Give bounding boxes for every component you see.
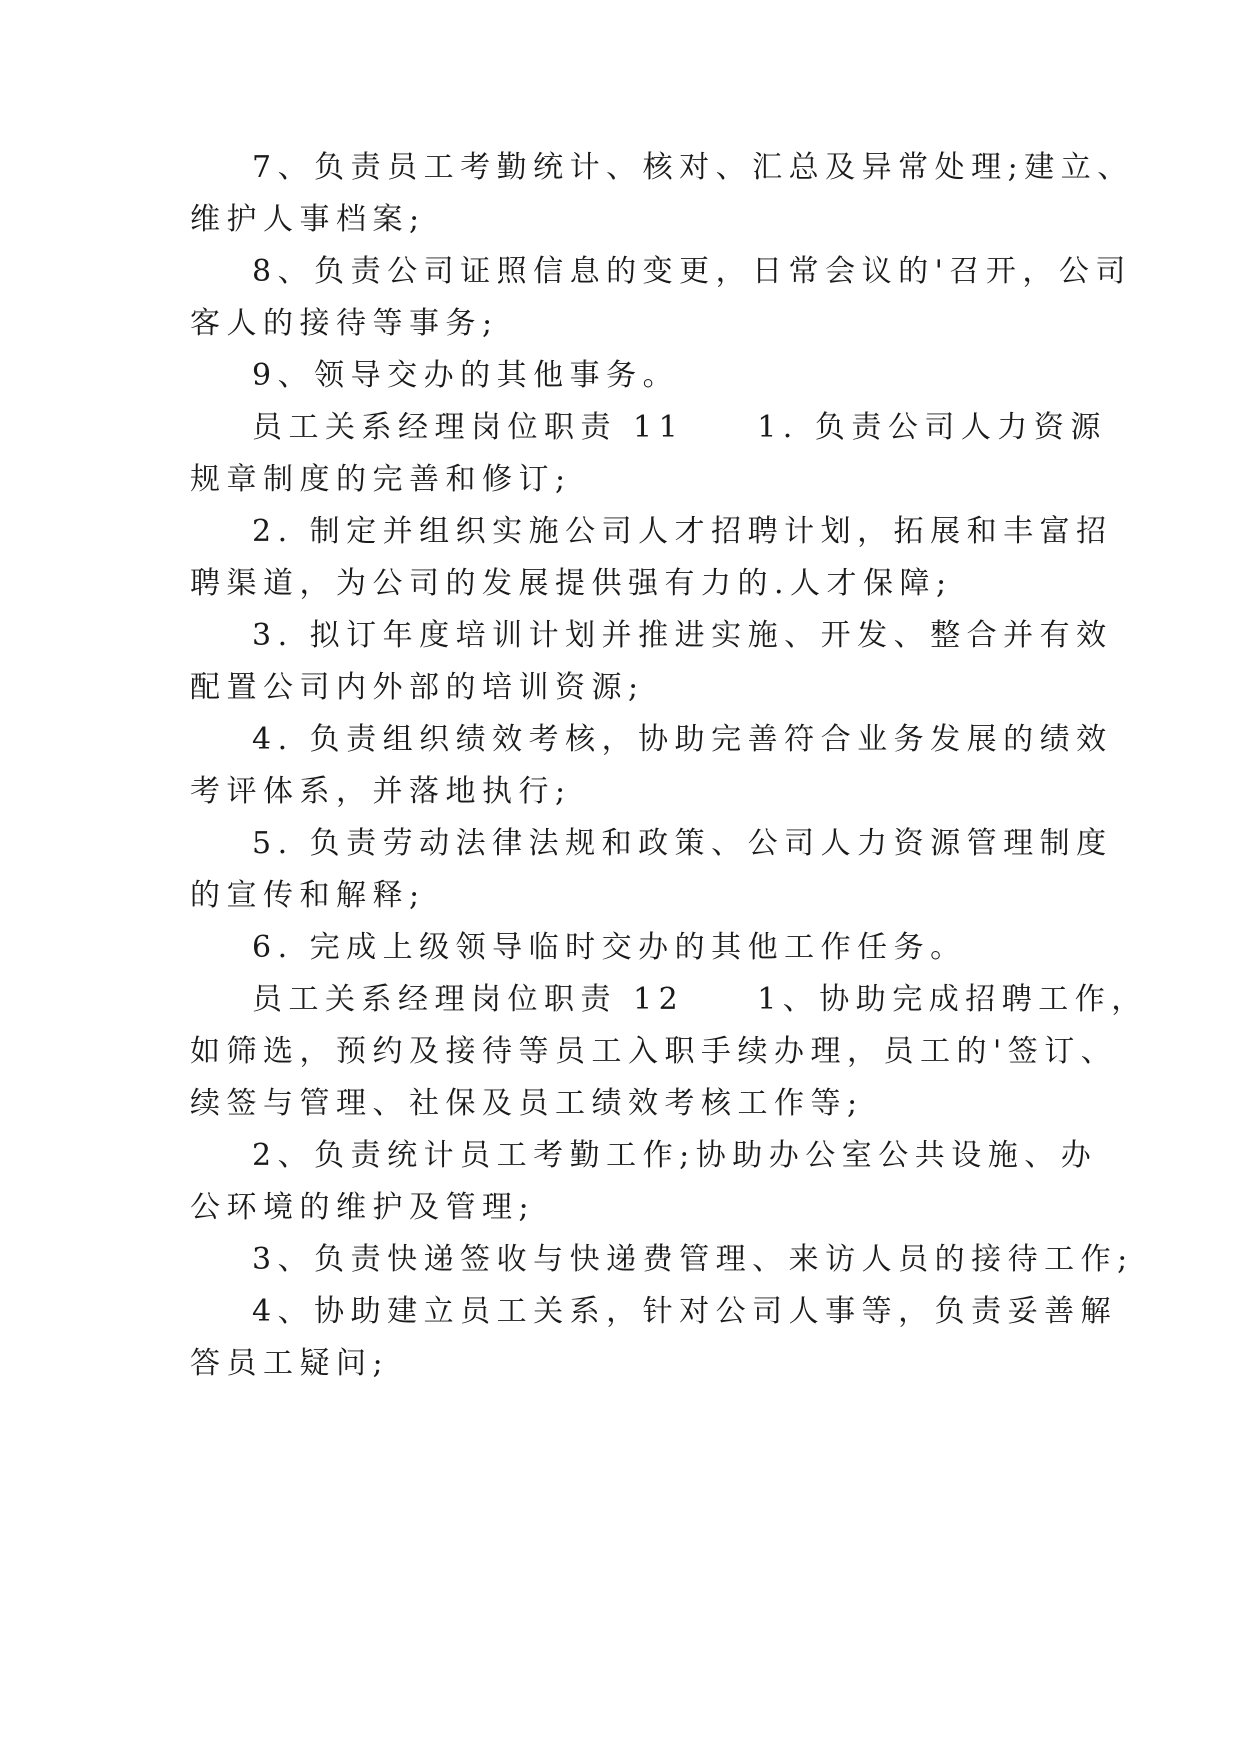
- text-line: 3. 拟订年度培训计划并推进实施、开发、整合并有效: [252, 618, 1113, 653]
- text-line: 6. 完成上级领导临时交办的其他工作任务。: [252, 930, 967, 965]
- section-heading-line: 员工关系经理岗位职责 12 1、协助完成招聘工作，: [252, 982, 1148, 1017]
- text-line: 2、负责统计员工考勤工作;协助办公室公共设施、办: [252, 1138, 1098, 1173]
- text-line: 5. 负责劳动法律法规和政策、公司人力资源管理制度: [252, 826, 1113, 861]
- text-line: 维护人事档案;: [190, 202, 426, 237]
- text-line: 配置公司内外部的培训资源;: [190, 670, 645, 705]
- text-line: 续签与管理、社保及员工绩效考核工作等;: [190, 1086, 864, 1121]
- text-line: 3、负责快递签收与快递费管理、来访人员的接待工作;: [252, 1242, 1134, 1277]
- text-line: 聘渠道，为公司的发展提供强有力的.人才保障;: [190, 566, 953, 601]
- text-line: 客人的接待等事务;: [190, 306, 499, 341]
- text-line: 如筛选，预约及接待等员工入职手续办理，员工的'签订、: [190, 1034, 1118, 1069]
- text-line: 考评体系，并落地执行;: [190, 774, 572, 809]
- text-line: 公环境的维护及管理;: [190, 1190, 536, 1225]
- text-line: 8、负责公司证照信息的变更，日常会议的'召开，公司: [252, 254, 1132, 289]
- text-line: 2. 制定并组织实施公司人才招聘计划，拓展和丰富招: [252, 514, 1113, 549]
- text-line: 的宣传和解释;: [190, 878, 426, 913]
- text-line: 7、负责员工考勤统计、核对、汇总及异常处理;建立、: [252, 150, 1134, 185]
- text-line: 4. 负责组织绩效考核，协助完善符合业务发展的绩效: [252, 722, 1113, 757]
- text-line: 4、协助建立员工关系，针对公司人事等，负责妥善解: [252, 1294, 1118, 1329]
- section-heading-line: 员工关系经理岗位职责 11 1. 负责公司人力资源: [252, 410, 1107, 445]
- text-line: 9、领导交办的其他事务。: [252, 358, 680, 393]
- text-line: 规章制度的完善和修订;: [190, 462, 572, 497]
- text-line: 答员工疑问;: [190, 1346, 390, 1381]
